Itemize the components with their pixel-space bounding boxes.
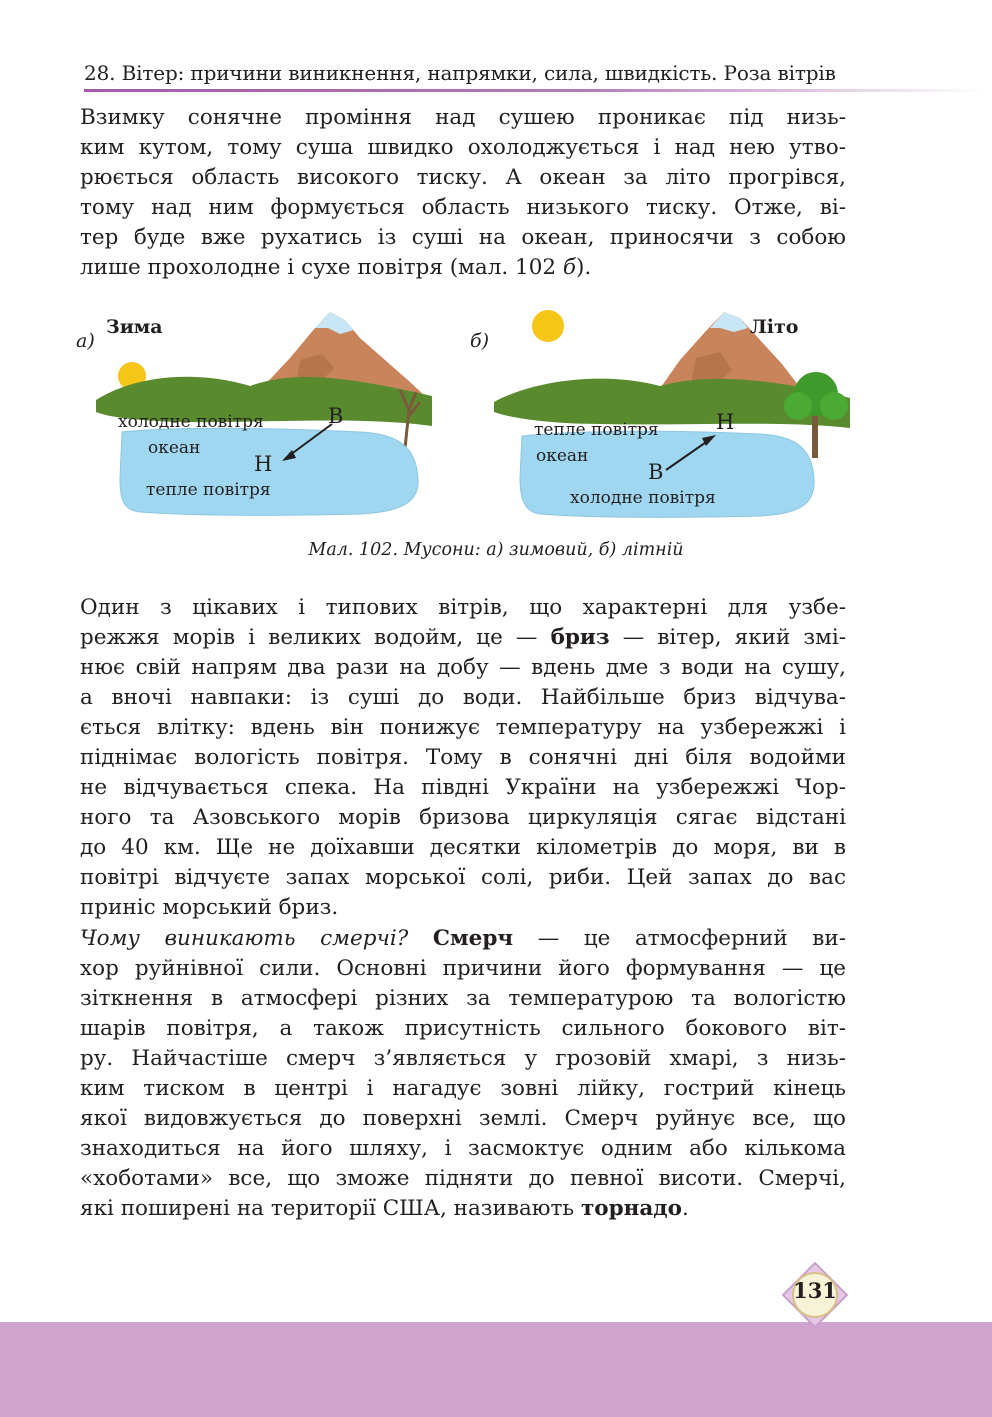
text-line: тому над ним формується область низького тиску. Отже, ві- <box>80 195 846 220</box>
panel-b-high-label: В <box>648 460 664 484</box>
question-italic: Чому виникають смерчі? <box>80 926 409 951</box>
text-line <box>80 1194 846 1224</box>
sun-icon <box>532 310 564 342</box>
text-line: Один з цікавих і типових вітрів, що характерні для узбе- <box>80 595 846 620</box>
text-line: не відчувається спека. На півдні України на узбережжі Чор- <box>80 775 846 800</box>
text-line: нює свій напрям два рази на добу — вдень дме з води на сушу, <box>80 655 846 680</box>
text-line: приніс морський бриз. <box>80 895 339 920</box>
panel-b-upper-air: тепле повітря <box>534 420 659 440</box>
text-line: рюється область високого тиску. А океан за літо прогрівся, <box>80 165 846 190</box>
page-number: 131 <box>793 1278 837 1303</box>
paragraph-tornado <box>80 924 846 1224</box>
text-span: які поширені на території США, називають <box>80 1196 581 1221</box>
panel-a-upper-air: холодне повітря <box>118 412 264 432</box>
text-span: ). <box>576 255 592 280</box>
text-line: знаходиться на його шляху, і засмоктує одним або кількома <box>80 1136 846 1161</box>
text-line: ким кутом, тому суша швидко охолоджується і над нею утво- <box>80 135 846 160</box>
text-line: ється влітку: вдень він понижує температуру на узбережжі і <box>80 715 846 740</box>
text-line <box>80 924 846 954</box>
text-line: повітрі відчуєте запах морської солі, риби. Цей запах до вас <box>80 865 846 890</box>
panel-a-letter: а) <box>76 330 95 352</box>
panel-b-low-label: Н <box>716 410 735 434</box>
text-line: ру. Найчастіше смерч з’являється у грозовій хмарі, з низь- <box>80 1046 846 1071</box>
panel-a-lower-air: тепле повітря <box>146 480 271 500</box>
text-line: піднімає вологість повітря. Тому в сонячні дні біля водойми <box>80 745 846 770</box>
figure-caption: Мал. 102. Мусони: а) зимовий, б) літній <box>308 540 684 560</box>
footer-band <box>0 1322 992 1417</box>
paragraph-winter-monsoon <box>80 103 846 283</box>
term-bold: Смерч <box>432 926 514 951</box>
text-line: ким тиском в центрі і нагадує зовні лійку, гострий кінець <box>80 1076 846 1101</box>
panel-b-season: Літо <box>750 316 799 338</box>
text-line: якої видовжується до поверхні землі. Смерч руйнує все, що <box>80 1106 846 1131</box>
figure-ref-italic: б <box>562 255 577 280</box>
text-line: а вночі навпаки: із суші до води. Найбільше бриз відчува- <box>80 685 846 710</box>
text-line: Взимку сонячне проміння над сушею проникає під низь- <box>80 105 846 130</box>
text-line: хор руйнівної сили. Основні причини його формування — це <box>80 956 846 981</box>
text-line: ного та Азовського морів бризова циркуляція сягає відстані <box>80 805 846 830</box>
text-span: лише прохолодне і сухе повітря (мал. 102 <box>80 255 563 280</box>
panel-b-lower-air: холодне повітря <box>570 488 716 508</box>
paragraph-breeze <box>80 593 846 923</box>
monsoon-figure <box>60 298 860 538</box>
text-line: до 40 км. Ще не доїхавши десятки кілометрів до моря, ви в <box>80 835 846 860</box>
text-span: . <box>681 1196 689 1221</box>
text-line <box>80 253 846 283</box>
panel-b-letter: б) <box>470 330 490 352</box>
header-rule <box>84 89 984 92</box>
panel-a-ocean: океан <box>148 438 201 458</box>
text-span: — це атмосферний ви- <box>513 926 846 951</box>
panel-a-season: Зима <box>106 316 163 338</box>
panel-b-summer <box>494 310 850 517</box>
text-line: «хоботами» все, що зможе підняти до певної висоти. Смерчі, <box>80 1166 846 1191</box>
term-bold: бриз <box>550 625 610 650</box>
text-span: — вітер, який змі- <box>609 625 847 650</box>
term-bold: торнадо <box>580 1196 682 1221</box>
panel-a-low-label: Н <box>254 452 273 476</box>
text-line: тер буде вже рухатись із суші на океан, приносячи з собою <box>80 225 846 250</box>
running-header: 28. Вітер: причини виникнення, напрямки, сила, швидкість. Роза вітрів <box>84 61 836 85</box>
text-span: режжя морів і великих водойм, це — <box>80 625 551 650</box>
text-line <box>80 623 846 653</box>
text-line: шарів повітря, а також присутність сильного бокового віт- <box>80 1016 846 1041</box>
panel-a-high-label: В <box>328 404 344 428</box>
text-line: зіткнення в атмосфері різних за температурою та вологістю <box>80 986 846 1011</box>
panel-b-ocean: океан <box>536 446 589 466</box>
